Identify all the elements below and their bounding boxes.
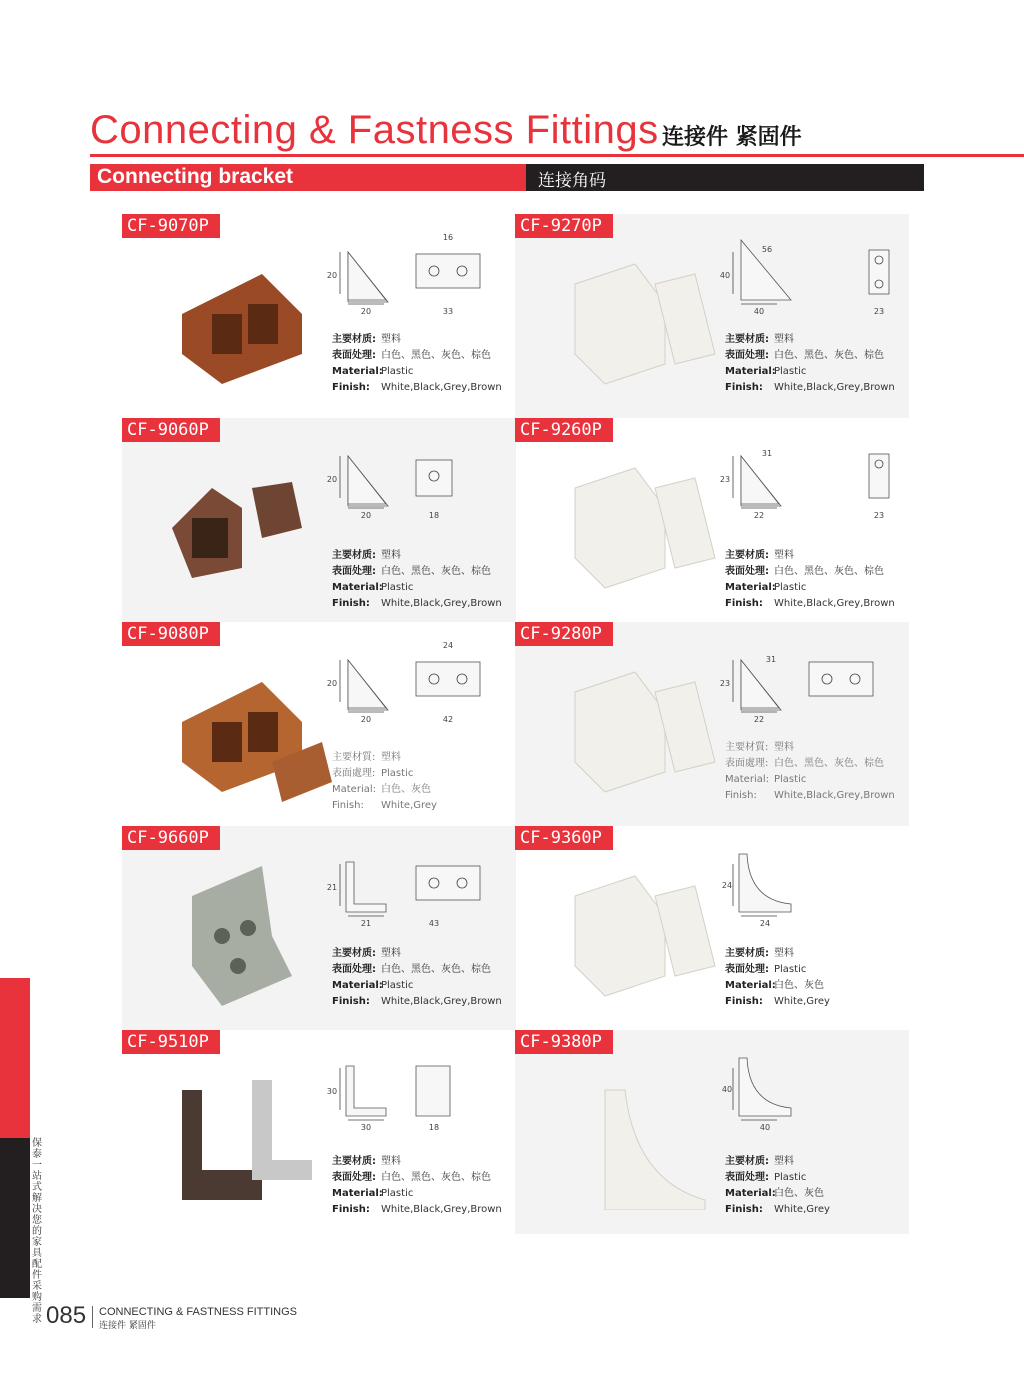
spec-label: 表面处理: xyxy=(725,350,769,361)
spec-label: 主要材质: xyxy=(332,550,376,561)
product-code: CF-9660P xyxy=(122,826,220,850)
dim-width-label: 21 xyxy=(360,919,372,928)
spec-label: Material: xyxy=(332,366,383,377)
spec-label: 表面处理: xyxy=(332,964,376,975)
dim-width-label: 24 xyxy=(759,919,771,928)
spec-label: Finish: xyxy=(332,996,370,1007)
spec-label: 表面处理: xyxy=(725,964,769,975)
section-title: Connecting bracket xyxy=(97,165,294,188)
spec-row xyxy=(332,798,512,814)
dim-width-label: 20 xyxy=(360,715,372,724)
spec-row xyxy=(332,766,512,782)
dimension-drawing xyxy=(318,222,508,322)
product-card xyxy=(122,622,516,826)
spec-row xyxy=(725,962,905,978)
product-card xyxy=(515,622,909,826)
spec-row xyxy=(725,1154,905,1170)
dim-depth-label: 43 xyxy=(428,919,440,928)
product-photo xyxy=(152,652,332,802)
dim-top-label: 24 xyxy=(442,641,454,650)
spec-value: White,Grey xyxy=(381,800,437,811)
spec-row xyxy=(332,750,512,766)
product-card xyxy=(122,1030,516,1234)
spec-value: 塑料 xyxy=(381,550,401,561)
sidebar-red-block xyxy=(0,978,30,1138)
spec-list xyxy=(332,332,512,396)
spec-value: Plastic xyxy=(381,366,414,377)
spec-value: White,Black,Grey,Brown xyxy=(774,382,895,393)
product-code: CF-9080P xyxy=(122,622,220,646)
spec-value: 塑料 xyxy=(381,948,401,959)
product-code: CF-9280P xyxy=(515,622,613,646)
spec-value: 塑料 xyxy=(381,1156,401,1167)
spec-label: 表面处理: xyxy=(725,566,769,577)
spec-label: 主要材质: xyxy=(332,1156,376,1167)
dim-front-label: 42 xyxy=(442,715,454,724)
spec-label: Material: xyxy=(725,1188,776,1199)
spec-label: 主要材质: xyxy=(725,1156,769,1167)
product-code: CF-9270P xyxy=(515,214,613,238)
spec-label: Material: xyxy=(332,582,383,593)
spec-row xyxy=(725,740,905,756)
page-title: Connecting & Fastness Fittings xyxy=(90,108,659,152)
spec-label: 主要材质: xyxy=(332,948,376,959)
spec-value: 塑料 xyxy=(774,948,794,959)
spec-list xyxy=(725,946,905,1010)
spec-value: 白色、灰色 xyxy=(774,980,824,991)
sidebar-black-block xyxy=(0,1138,30,1298)
product-card xyxy=(515,826,909,1030)
spec-row xyxy=(332,564,512,580)
spec-label: Finish: xyxy=(725,790,757,801)
product-photo xyxy=(545,448,725,598)
spec-value: 白色、黑色、灰色、棕色 xyxy=(381,964,491,975)
spec-value: 白色、黑色、灰色、棕色 xyxy=(774,758,884,769)
product-photo xyxy=(545,856,725,1006)
spec-row xyxy=(725,348,905,364)
spec-row xyxy=(725,364,905,380)
spec-value: Plastic xyxy=(774,964,807,975)
spec-label: Finish: xyxy=(725,382,763,393)
dim-depth-label: 18 xyxy=(428,511,440,520)
spec-row xyxy=(725,596,905,612)
spec-row xyxy=(725,580,905,596)
spec-label: Finish: xyxy=(725,1204,763,1215)
spec-value: White,Black,Grey,Brown xyxy=(381,1204,502,1215)
product-photo xyxy=(545,244,725,394)
product-card xyxy=(122,214,516,418)
spec-label: 主要材质: xyxy=(725,948,769,959)
page-number: 085 xyxy=(46,1302,87,1329)
spec-label: 表面处理: xyxy=(725,1172,769,1183)
spec-row xyxy=(332,548,512,564)
dimension-drawing xyxy=(711,630,901,730)
spec-label: Finish: xyxy=(725,996,763,1007)
spec-row xyxy=(725,756,905,772)
spec-row xyxy=(332,782,512,798)
product-card xyxy=(515,1030,909,1234)
product-card xyxy=(122,418,516,622)
spec-label: 表面处理: xyxy=(332,350,376,361)
spec-value: Plastic xyxy=(381,1188,414,1199)
dim-width-label: 40 xyxy=(759,1123,771,1132)
spec-value: White,Grey xyxy=(774,996,830,1007)
dim-front-label: 23 xyxy=(873,307,885,316)
spec-list xyxy=(725,548,905,612)
dimension-drawing xyxy=(318,1038,508,1138)
dim-depth-label: 31 xyxy=(765,655,777,664)
spec-row xyxy=(725,1170,905,1186)
dim-height-label: 23 xyxy=(719,679,731,688)
spec-row xyxy=(332,348,512,364)
spec-label: 主要材質: xyxy=(332,752,376,763)
dimension-drawing xyxy=(711,222,901,322)
spec-row xyxy=(725,788,905,804)
spec-value: Plastic xyxy=(774,582,807,593)
dim-depth-label: 18 xyxy=(428,1123,440,1132)
product-card xyxy=(122,826,516,1030)
spec-label: Material: xyxy=(725,980,776,991)
spec-value: White,Black,Grey,Brown xyxy=(774,598,895,609)
spec-value: Plastic xyxy=(774,774,807,785)
spec-value: 塑料 xyxy=(774,550,794,561)
dim-front-label: 23 xyxy=(873,511,885,520)
product-code: CF-9070P xyxy=(122,214,220,238)
product-photo xyxy=(152,244,332,394)
spec-value: 塑料 xyxy=(381,752,401,763)
spec-row xyxy=(725,946,905,962)
spec-value: Plastic xyxy=(774,366,807,377)
spec-value: White,Black,Grey,Brown xyxy=(381,996,502,1007)
product-code: CF-9380P xyxy=(515,1030,613,1054)
page-title-cn: 连接件 紧固件 xyxy=(662,125,802,150)
spec-row xyxy=(332,596,512,612)
dim-height-label: 40 xyxy=(719,271,731,280)
spec-list xyxy=(725,740,905,804)
product-photo xyxy=(152,1060,332,1210)
product-code: CF-9360P xyxy=(515,826,613,850)
spec-value: White,Black,Grey,Brown xyxy=(774,790,895,801)
spec-value: 白色、黑色、灰色、棕色 xyxy=(774,566,884,577)
dimension-drawing xyxy=(318,426,508,526)
sidebar-slogan: 保泰 一站式解决您的家具配件采购需求 xyxy=(32,1138,42,1325)
page-header xyxy=(90,108,1024,158)
dim-top-label: 56 xyxy=(761,245,773,254)
dimension-drawing xyxy=(318,630,508,730)
spec-list xyxy=(725,332,905,396)
spec-value: 白色、灰色 xyxy=(774,1188,824,1199)
section-title-cn: 连接角码 xyxy=(538,171,606,191)
product-photo xyxy=(545,1060,725,1210)
spec-row xyxy=(725,772,905,788)
dimension-drawing xyxy=(318,834,508,934)
spec-label: Material: xyxy=(332,1188,383,1199)
section-bar-en xyxy=(90,164,526,191)
product-photo xyxy=(545,652,725,802)
spec-label: 主要材质: xyxy=(725,334,769,345)
spec-row xyxy=(332,1202,512,1218)
spec-row xyxy=(725,380,905,396)
spec-row xyxy=(332,1154,512,1170)
spec-label: 主要材质: xyxy=(725,550,769,561)
dim-width-label: 20 xyxy=(360,307,372,316)
dim-width-label: 20 xyxy=(360,511,372,520)
spec-row xyxy=(725,1186,905,1202)
spec-label: 主要材质: xyxy=(332,334,376,345)
dim-height-label: 23 xyxy=(719,475,731,484)
spec-label: Finish: xyxy=(332,382,370,393)
spec-label: Material: xyxy=(725,582,776,593)
spec-row xyxy=(332,332,512,348)
footer-divider xyxy=(92,1306,93,1328)
spec-label: 表面處理: xyxy=(725,758,769,769)
dim-height-label: 24 xyxy=(721,881,733,890)
spec-label: 表面處理: xyxy=(332,768,376,779)
spec-row xyxy=(332,1186,512,1202)
spec-value: Plastic xyxy=(381,980,414,991)
spec-value: 塑料 xyxy=(774,334,794,345)
spec-label: Material: xyxy=(725,774,769,785)
spec-list xyxy=(725,1154,905,1218)
footer-title-cn: 连接件 紧固件 xyxy=(99,1321,156,1331)
spec-value: Plastic xyxy=(381,582,414,593)
spec-row xyxy=(725,994,905,1010)
spec-list xyxy=(332,548,512,612)
section-bar-cn xyxy=(526,164,924,191)
dim-width-label: 22 xyxy=(753,511,765,520)
spec-value: Plastic xyxy=(381,768,414,779)
dim-width-label: 40 xyxy=(753,307,765,316)
dim-height-label: 40 xyxy=(721,1085,733,1094)
spec-list xyxy=(332,946,512,1010)
spec-label: Finish: xyxy=(332,598,370,609)
dim-width-label: 22 xyxy=(753,715,765,724)
spec-value: 塑料 xyxy=(774,742,794,753)
footer-title: CONNECTING & FASTNESS FITTINGS xyxy=(99,1306,298,1318)
spec-value: 塑料 xyxy=(774,1156,794,1167)
product-photo xyxy=(152,856,332,1006)
dim-height-label: 30 xyxy=(326,1087,338,1096)
spec-label: Material: xyxy=(725,366,776,377)
spec-row xyxy=(332,962,512,978)
product-card xyxy=(515,214,909,418)
spec-row xyxy=(725,332,905,348)
spec-list xyxy=(332,750,512,814)
spec-row xyxy=(332,1170,512,1186)
product-code: CF-9260P xyxy=(515,418,613,442)
dimension-drawing xyxy=(711,834,901,934)
spec-row xyxy=(725,548,905,564)
spec-value: White,Black,Grey,Brown xyxy=(381,598,502,609)
spec-row xyxy=(332,380,512,396)
product-code: CF-9510P xyxy=(122,1030,220,1054)
spec-value: White,Black,Grey,Brown xyxy=(381,382,502,393)
dim-height-label: 20 xyxy=(326,679,338,688)
spec-row xyxy=(332,364,512,380)
product-photo xyxy=(152,448,332,598)
spec-value: 白色、黑色、灰色、棕色 xyxy=(381,1172,491,1183)
spec-value: 白色、黑色、灰色、棕色 xyxy=(381,566,491,577)
spec-row xyxy=(332,994,512,1010)
dim-width-label: 30 xyxy=(360,1123,372,1132)
spec-row xyxy=(725,978,905,994)
spec-label: 表面处理: xyxy=(332,566,376,577)
dim-top-label: 16 xyxy=(442,233,454,242)
spec-label: Material: xyxy=(332,980,383,991)
spec-label: Finish: xyxy=(332,800,364,811)
dim-height-label: 20 xyxy=(326,475,338,484)
spec-list xyxy=(332,1154,512,1218)
spec-row xyxy=(725,1202,905,1218)
spec-label: 主要材質: xyxy=(725,742,769,753)
spec-value: White,Grey xyxy=(774,1204,830,1215)
dim-height-label: 20 xyxy=(326,271,338,280)
spec-value: 塑料 xyxy=(381,334,401,345)
spec-row xyxy=(725,564,905,580)
spec-label: Finish: xyxy=(725,598,763,609)
spec-value: 白色、黑色、灰色、棕色 xyxy=(381,350,491,361)
spec-row xyxy=(332,978,512,994)
dimension-drawing xyxy=(711,426,901,526)
spec-label: Finish: xyxy=(332,1204,370,1215)
dim-front-label: 33 xyxy=(442,307,454,316)
spec-value: 白色、灰色 xyxy=(381,784,431,795)
spec-row xyxy=(332,580,512,596)
dim-height-label: 21 xyxy=(326,883,338,892)
spec-row xyxy=(332,946,512,962)
spec-label: Material: xyxy=(332,784,376,795)
dimension-drawing xyxy=(711,1038,901,1138)
product-code: CF-9060P xyxy=(122,418,220,442)
spec-value: 白色、黑色、灰色、棕色 xyxy=(774,350,884,361)
spec-value: Plastic xyxy=(774,1172,807,1183)
dim-top-label: 31 xyxy=(761,449,773,458)
product-card xyxy=(515,418,909,622)
title-underline xyxy=(90,154,1024,157)
spec-label: 表面处理: xyxy=(332,1172,376,1183)
